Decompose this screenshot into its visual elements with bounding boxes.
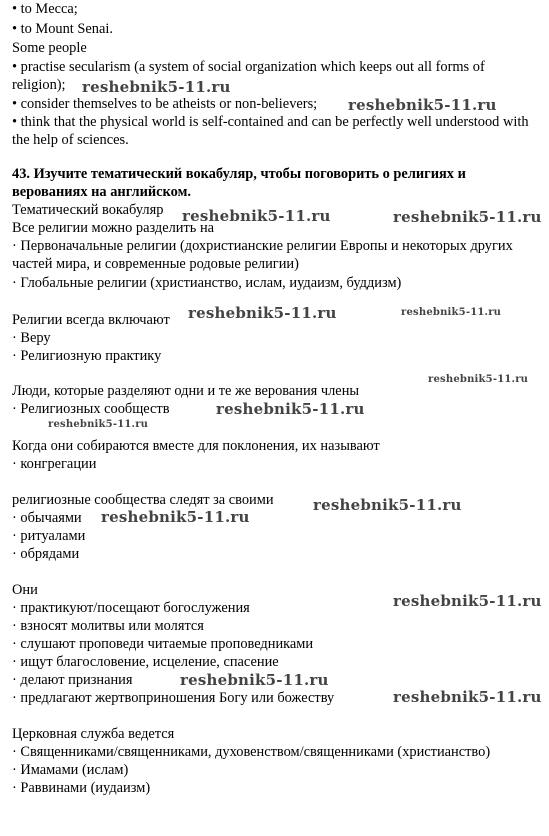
text-line: Тематический вокабуляр bbox=[12, 202, 164, 218]
watermark: reshebnik5-11.ru bbox=[182, 207, 331, 225]
text-line: Все религии можно разделить на bbox=[12, 220, 215, 236]
watermark: reshebnik5-11.ru bbox=[401, 307, 502, 318]
text-line: · предлагают жертвоприношения Богу или божеству bbox=[12, 690, 335, 706]
text-line: · ритуалами bbox=[12, 528, 86, 544]
watermark: reshebnik5-11.ru bbox=[393, 208, 542, 226]
exercise-heading: 43. Изучите тематический вокабуляр, чтобы поговорить о религиях и верованиях на английском. bbox=[12, 166, 466, 200]
watermark: reshebnik5-11.ru bbox=[428, 374, 529, 385]
watermark: reshebnik5-11.ru bbox=[216, 400, 365, 418]
watermark: reshebnik5-11.ru bbox=[348, 96, 497, 114]
text-line: · ищут благословение, исцеление, спасение bbox=[12, 654, 279, 670]
watermark: reshebnik5-11.ru bbox=[48, 419, 149, 430]
text-line: Some people bbox=[12, 40, 87, 56]
text-line: · слушают проповеди читаемые проповедниками bbox=[12, 636, 314, 652]
text-line: · обычаями bbox=[12, 510, 82, 526]
text-line: • to Mecca; bbox=[12, 1, 78, 17]
text-line: Религии всегда включают bbox=[12, 312, 170, 328]
text-line: • consider themselves to be atheists or non-believers; bbox=[12, 96, 318, 112]
text-line: Церковная служба ведется bbox=[12, 726, 175, 742]
text-line: · Глобальные религии (христианство, ислам, иудаизм, буддизм) bbox=[12, 275, 402, 291]
text-line: · взносят молитвы или молятся bbox=[12, 618, 204, 634]
text-line: Когда они собираются вместе для поклонения, их называют bbox=[12, 438, 380, 454]
watermark: reshebnik5-11.ru bbox=[188, 304, 337, 322]
watermark: reshebnik5-11.ru bbox=[313, 496, 462, 514]
text-line: · Имамами (ислам) bbox=[12, 762, 129, 778]
text-line: • to Mount Senai. bbox=[12, 21, 113, 37]
text-line: · Первоначальные религии (дохристианские религии Европы и некоторых других частей мира, и современные родовые религии) bbox=[12, 238, 513, 272]
text-line: Они bbox=[12, 582, 38, 598]
watermark: reshebnik5-11.ru bbox=[393, 688, 542, 706]
text-line: · Религиозных сообществ bbox=[12, 401, 170, 417]
text-line: · Священниками/священниками, духовенством/священниками (христианство) bbox=[12, 744, 491, 760]
text-line: · практикуют/посещают богослужения bbox=[12, 600, 250, 616]
text-line: религиозные сообщества следят за своими bbox=[12, 492, 274, 508]
text-line: · обрядами bbox=[12, 546, 80, 562]
text-line: • practise secularism (a system of social organization which keeps out all forms of religion); bbox=[12, 59, 485, 93]
text-line: · делают признания bbox=[12, 672, 133, 688]
text-line: · Веру bbox=[12, 330, 51, 346]
watermark: reshebnik5-11.ru bbox=[180, 671, 329, 689]
watermark: reshebnik5-11.ru bbox=[393, 592, 542, 610]
text-line: • think that the physical world is self-contained and can be perfectly well understood with the help of sciences. bbox=[12, 114, 529, 148]
text-line: · Раввинами (иудаизм) bbox=[12, 780, 151, 796]
text-line: Люди, которые разделяют одни и те же верования члены bbox=[12, 383, 360, 399]
watermark: reshebnik5-11.ru bbox=[82, 78, 231, 96]
text-line: · конгрегации bbox=[12, 456, 97, 472]
text-line: · Религиозную практику bbox=[12, 348, 162, 364]
watermark: reshebnik5-11.ru bbox=[101, 508, 250, 526]
